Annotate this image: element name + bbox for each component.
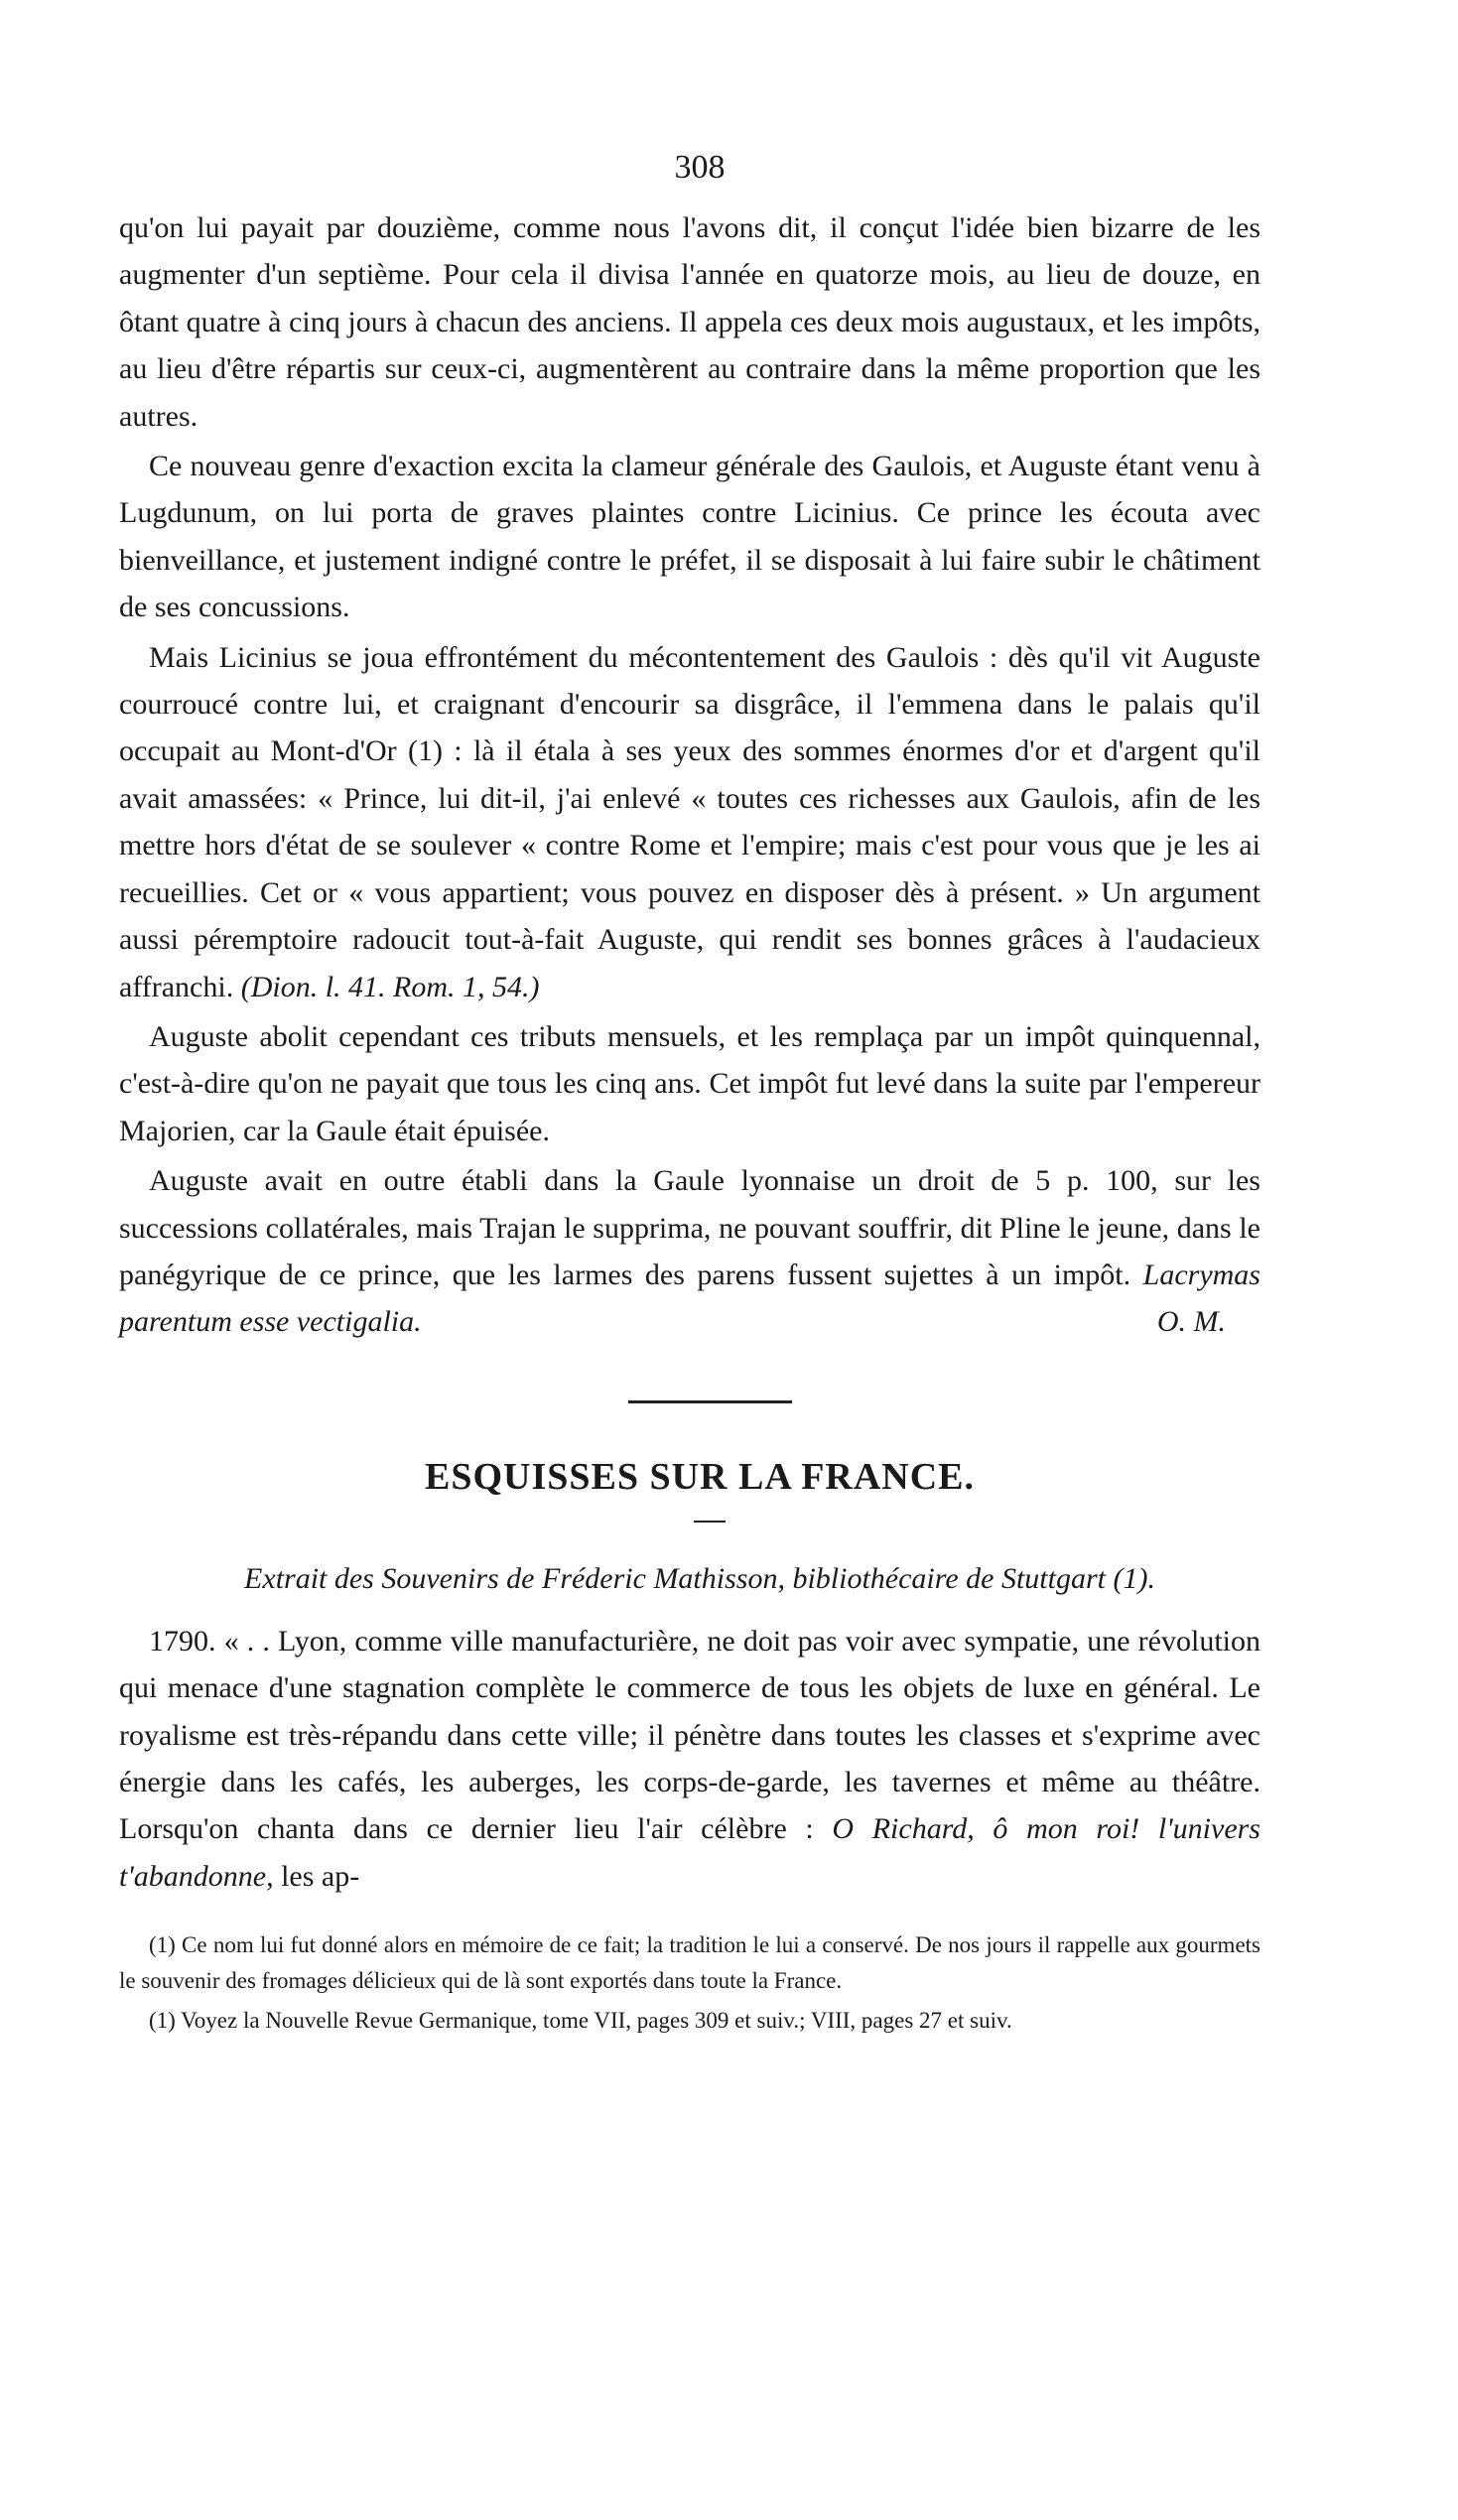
paragraph-lyon xyxy=(119,1618,1260,1900)
footnote-revue-germanique: (1) Voyez la Nouvelle Revue Germanique, tome VII, pages 309 et suiv.; VIII, pages 27 et suiv. xyxy=(149,2008,1012,2034)
heading-rule xyxy=(694,1521,726,1523)
paragraph-4-text: Auguste abolit cependant ces tributs mensuels, et les remplaça par un impôt quinquennal, c'est-à-dire qu'on ne payait que tous les cinq ans. Cet impôt fut levé dans la suite par l'empereur Majorien, car la Gaule était épuisée. xyxy=(119,1019,1260,1147)
paragraph-exaction xyxy=(119,443,1260,631)
citation-dion: (Dion. l. 41. Rom. 1, 54.) xyxy=(240,970,540,1003)
paragraph-3-text: Mais Licinius se joua effrontément du mécontentement des Gaulois : dès qu'il vit Auguste courroucé contre lui, et craignant d'encourir sa disgrâce, il l'emmena dans le palais qu'il occupait au Mont-d'Or (1) : là il étala à ses yeux des sommes énormes d'or et d'argent qu'il avait amassées: « Prince, lui dit-il, j'ai enlevé « toutes ces richesses aux Gaulois, afin de les mettre hors d'état de se soulever « contre Rome et l'empire; mais c'est pour vous que je les ai recueillies. Cet or « vous appartient; vous pouvez en disposer dès à présent. » Un argument aussi péremptoire radoucit tout-à-fait Auguste, qui rendit ses bonnes grâces à l'audacieux affranchi. xyxy=(119,640,1260,1003)
paragraph-6-tail: les ap- xyxy=(281,1859,360,1893)
footnotes xyxy=(119,1927,1260,2039)
footnote-mont-dor: (1) Ce nom lui fut donné alors en mémoire de ce fait; la tradition le lui a conservé. De nos jours il rappelle aux gourmets le souvenir des fromages délicieux qui de là sont exportés dans toute la France. xyxy=(119,1932,1260,1994)
paragraph-successions xyxy=(119,1157,1260,1346)
section-subtitle: Extrait des Souvenirs de Fréderic Mathisson, bibliothécaire de Stuttgart (1). xyxy=(244,1561,1155,1595)
paragraph-continuation xyxy=(119,204,1260,440)
page-content xyxy=(119,149,1260,2039)
paragraph-quinquennal xyxy=(119,1013,1260,1154)
paragraph-2-text: Ce nouveau genre d'exaction excita la clameur générale des Gaulois, et Auguste étant venu à Lugdunum, on lui porta de graves plaintes contre Licinius. Ce prince les écouta avec bienveillance, et justement indigné contre le préfet, il se disposait à lui faire subir le châtiment de ses concussions. xyxy=(119,450,1260,624)
paragraph-5-text: Auguste avait en outre établi dans la Gaule lyonnaise un droit de 5 p. 100, sur les successions collatérales, mais Trajan le supprima, ne pouvant souffrir, dit Pline le jeune, dans le panégyrique de ce prince, que les larmes des parens fussent sujettes à un impôt. xyxy=(119,1164,1260,1291)
author-signature: O. M. xyxy=(1156,1305,1226,1339)
paragraph-6-text: 1790. « . . Lyon, comme ville manufacturière, ne doit pas voir avec sympatie, une révolution qui menace d'une stagnation complète le commerce de tous les objets de luxe en général. Le royalisme est très-répandu dans cette ville; il pénètre dans toutes les classes et s'exprime avec énergie dans les cafés, les auberges, les corps-de-garde, les tavernes et même au théâtre. Lorsqu'on chanta dans ce dernier lieu l'air célèbre : xyxy=(119,1624,1260,1846)
citation-richard: O Richard, ô mon roi! l'univers t'abandonne, xyxy=(119,1812,1260,1893)
section-divider xyxy=(628,1400,792,1403)
citation-lacrymas: Lacrymas parentum esse vectigalia. xyxy=(119,1258,1260,1339)
paragraph-1-text: qu'on lui payait par douzième, comme nous l'avons dit, il conçut l'idée bien bizarre de les augmenter d'un septième. Pour cela il divisa l'année en quatorze mois, au lieu de douze, en ôtant quatre à cinq jours à chacun des anciens. Il appela ces deux mois augustaux, et les impôts, au lieu d'être répartis sur ceux-ci, augmentèrent au contraire dans la même proportion que les autres. xyxy=(119,211,1260,433)
page-number: 308 xyxy=(674,149,726,186)
paragraph-licinius xyxy=(119,634,1260,1010)
section-heading: ESQUISSES SUR LA FRANCE. xyxy=(424,1455,976,1498)
